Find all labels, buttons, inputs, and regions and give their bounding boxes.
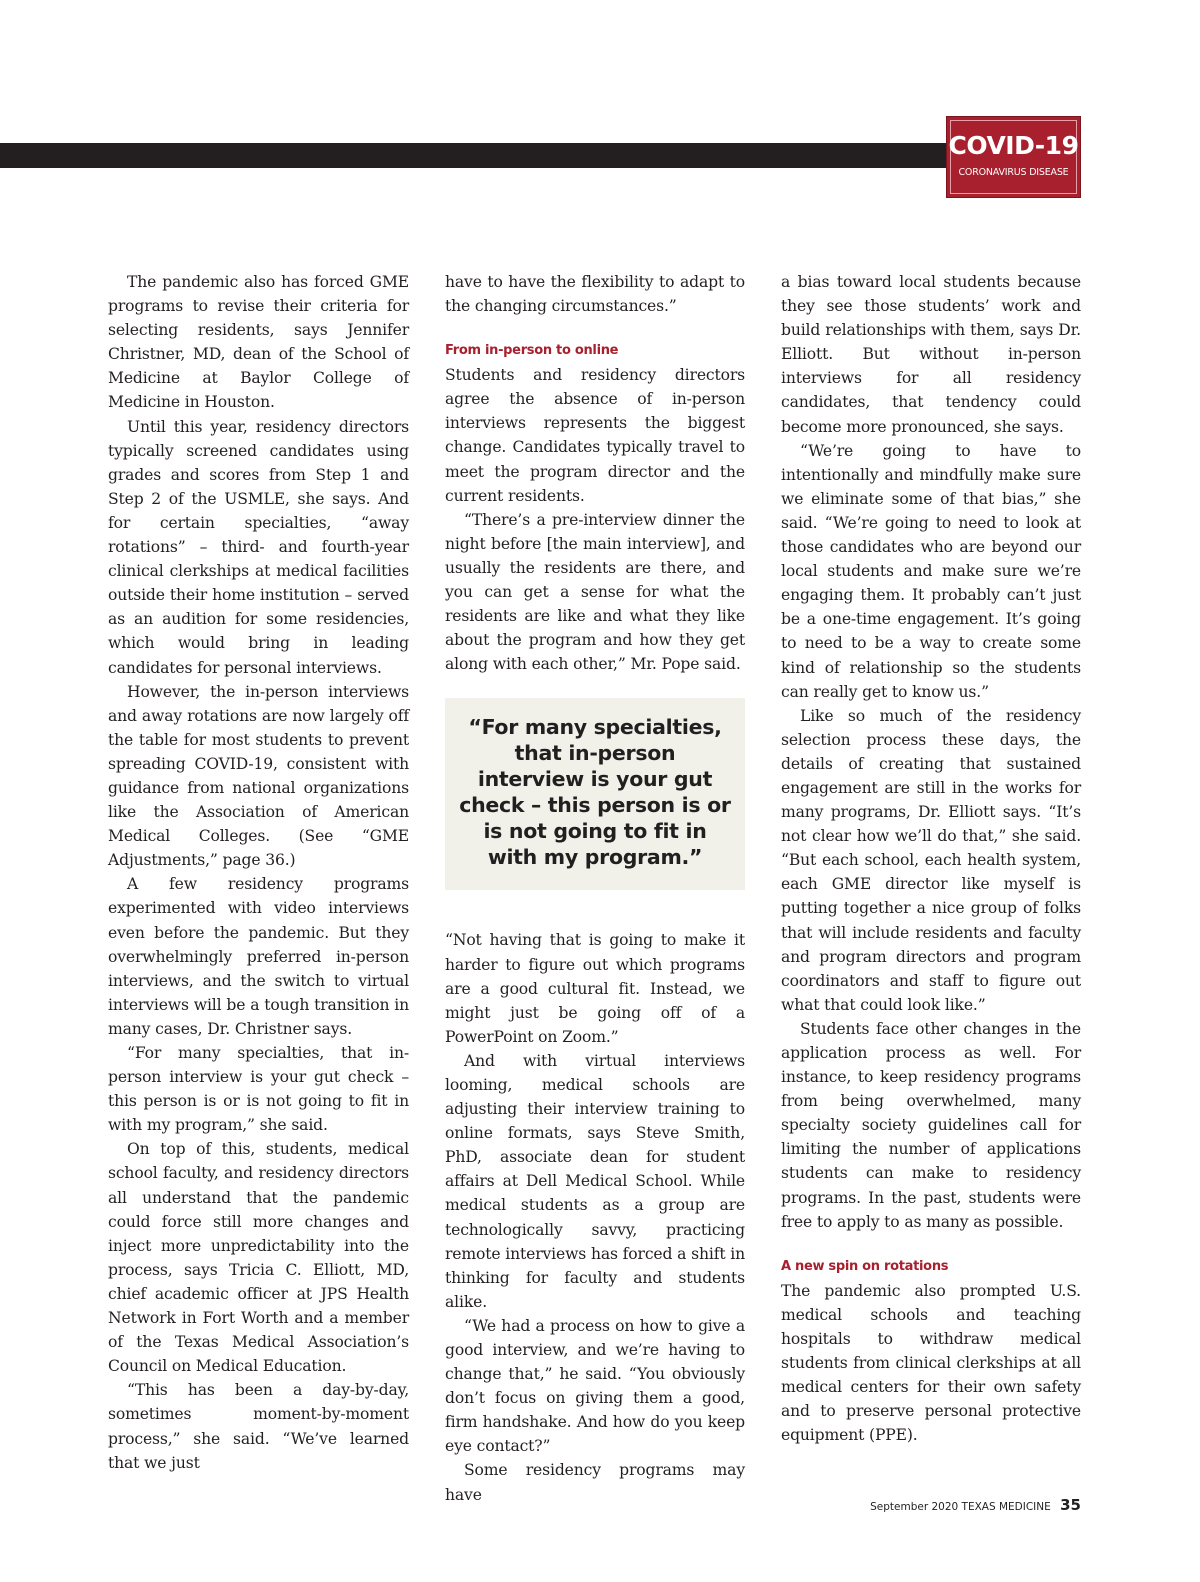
paragraph: And with virtual interviews looming, medical schools are adjusting their interview training to online formats, says Steve Smith, PhD, associate dean for student affairs at Dell Medical School. While medical students as a group are technologically savvy, practicing remote interviews has forced a shift in thinking for faculty and students alike. xyxy=(445,1051,745,1311)
covid-19-badge xyxy=(946,116,1081,198)
pull-quote-text: “For many specialties, that in-person interview is your gut check – this person is or is not going to fit in with my program.” xyxy=(459,715,731,870)
paragraph: The pandemic also has forced GME programs to revise their criteria for selecting residents, says Jennifer Christner, MD, dean of the School of Medicine at Baylor College of Medicine in Houston. xyxy=(108,273,409,412)
paragraph: The pandemic also prompted U.S. medical schools and teaching hospitals to withdraw medical students from clinical clerkships at all medical centers for their own safety and to preserve personal protective equipment (PPE). xyxy=(781,1281,1081,1445)
paragraph: On top of this, students, medical school faculty, and residency directors all understand that the pandemic could force still more changes and inject more unpredictability into the process, says Tricia C. Elliott, MD, chief academic officer at JPS Health Network in Fort Worth and a member of the Texas Medical Association’s Council on Medical Education. xyxy=(108,1140,409,1376)
paragraph: “Not having that is going to make it harder to figure out which programs are a good cultural fit. Instead, we might just be going off of a PowerPoint on Zoom.” xyxy=(445,931,745,1046)
article-column-3 xyxy=(781,270,1081,1447)
page-footer xyxy=(870,1495,1081,1515)
paragraph: A few residency programs experimented with video interviews even before the pandemic. But they overwhelmingly preferred in-person interviews, and the switch to virtual interviews will be a tough transition in many cases, Dr. Christner says. xyxy=(108,875,409,1038)
paragraph: Until this year, residency directors typically screened candidates using grades and scores from Step 1 and Step 2 of the USMLE, she says. And for certain specialties, “away rotations” – third- and fourth-year clinical clerkships at medical facilities outside their home institution – served as an audition for some residencies, which would bring in leading candidates for personal interviews. xyxy=(108,417,409,677)
paragraph: “We had a process on how to give a good interview, and we’re having to change that,” he said. “You obviously don’t focus on giving them a good, firm handshake. And how do you keep eye contact?” xyxy=(445,1316,745,1456)
section-subhead: From in-person to online xyxy=(445,343,619,359)
paragraph: Some residency programs may have xyxy=(445,1461,745,1504)
footer-publication: TEXAS MEDICINE xyxy=(961,1501,1051,1513)
paragraph-continuation: have to have the flexibility to adapt to the changing circumstances.” xyxy=(445,273,745,316)
pull-quote xyxy=(445,698,745,890)
paragraph: Like so much of the residency selection process these days, the details of creating that sustained engagement are still in the works for many programs, Dr. Elliott says. “It’s not clear how we’ll do that,” she said. “But each school, each health system, each GME director like myself is putting together a nice group of folks that will include residents and faculty and program directors and program coordinators and staff to figure out what that could look like.” xyxy=(781,706,1081,1014)
paragraph: Students and residency directors agree the absence of in-person interviews represents the biggest change. Candidates typically travel to meet the program director and the current residents. xyxy=(445,366,745,505)
paragraph: However, the in-person interviews and away rotations are now largely off the table for most students to prevent spreading COVID-19, consistent with guidance from national organizations like the Association of American Medical Colleges. (See “GME Adjustments,” page 36.) xyxy=(108,682,409,870)
footer-issue-date: September 2020 xyxy=(870,1501,959,1513)
section-subhead: A new spin on rotations xyxy=(781,1258,949,1274)
paragraph: “We’re going to have to intentionally and mindfully make sure we eliminate some of that bias,” she said. “We’re going to need to look at those candidates who are beyond our local students and make sure we’re engaging them. It probably can’t just be a one-time engagement. It’s going to need to be a way to create some kind of relationship so the students can really get to know us.” xyxy=(781,441,1081,701)
paragraph: “There’s a pre-interview dinner the night before [the main interview], and usually the residents are there, and you can get a sense for what the residents are like and what they like about the program and how they get along with each other,” Mr. Pope said. xyxy=(445,510,745,674)
paragraph: “This has been a day-by-day, sometimes moment-by-moment process,” she said. “We’ve learned that we just xyxy=(108,1381,409,1472)
paragraph: “For many specialties, that in-person interview is your gut check – this person is or is not going to fit in with my program,” she said. xyxy=(108,1044,409,1135)
badge-subtitle: CORONAVIRUS DISEASE xyxy=(958,167,1069,178)
article-column-2 xyxy=(445,270,745,1507)
badge-title: COVID-19 xyxy=(948,131,1079,160)
paragraph-continuation: a bias toward local students because they see those students’ work and build relationships with them, says Dr. Elliott. But without in-person interviews for all residency candidates, that tendency could become more pronounced, she says. xyxy=(781,273,1081,436)
article-column-1 xyxy=(108,270,409,1475)
header-rule-bar xyxy=(0,143,946,168)
paragraph: Students face other changes in the application process as well. For instance, to keep residency programs from being overwhelmed, many specialty society guidelines call for limiting the number of applications students can make to residency programs. In the past, students were free to apply to as many as possible. xyxy=(781,1019,1081,1231)
page-number: 35 xyxy=(1060,1496,1081,1514)
